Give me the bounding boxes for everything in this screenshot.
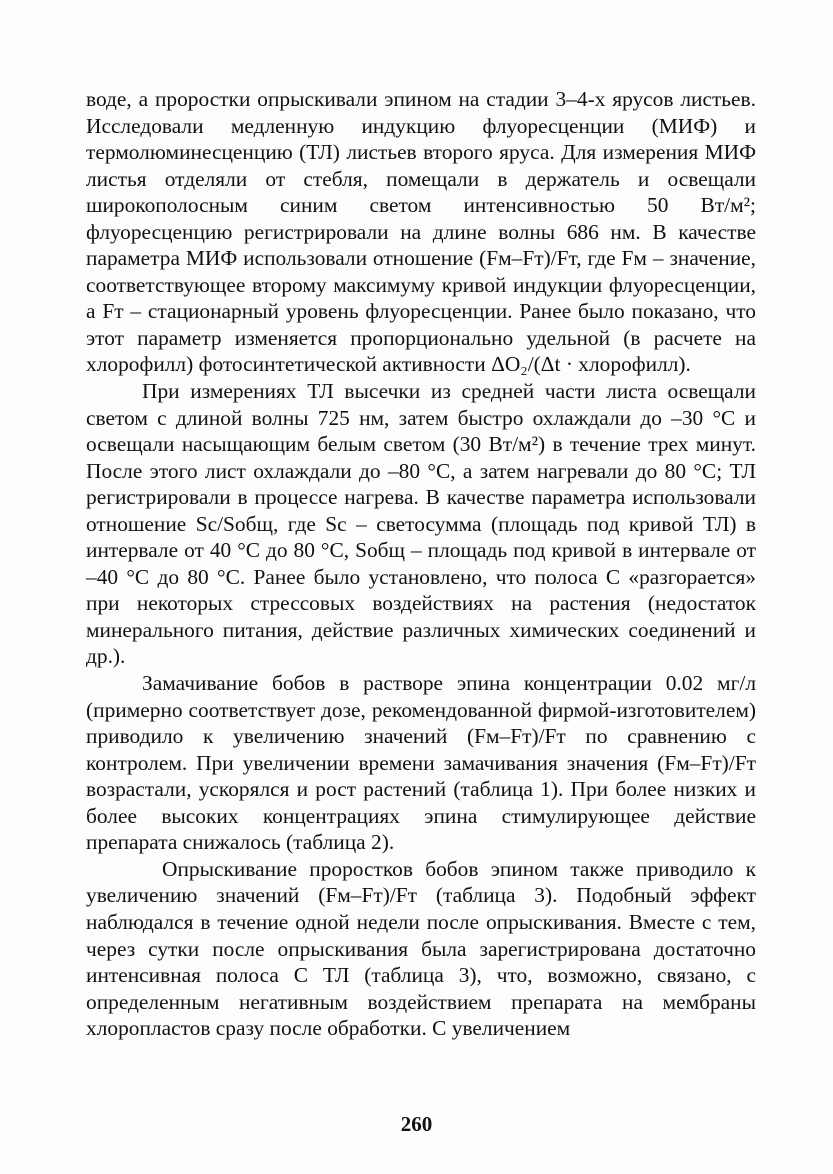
page-number: 260: [400, 1112, 433, 1136]
paragraph-1: воде, а проростки опрыскивали эпином на стадии 3–4-х ярусов листьев. Исследовали медленную индукцию флуоресценции (МИФ) и термолюминесценцию (ТЛ) листьев второго яруса. Для измерения МИФ листья отделяли от стебля, помещали в держатель и освещали широкополосным синим светом интенсивностью 50 Вт/м²; флуоресценцию регистрировали на длине волны 686 нм. В качестве параметра МИФ использовали отношение (Fм–Fт)/Fт, где Fм – значение, соответствующее второму максимуму кривой индукции флуоресценции, а Fт – стационарный уровень флуоресценции. Ранее было показано, что этот параметр изменяется пропорционально удельной (в расчете на хлорофилл) фотосинтетической активности ΔO₂/(Δt · хлорофилл).: [86, 87, 756, 377]
paragraph-3: Замачивание бобов в растворе эпина концентрации 0.02 мг/л (примерно соответствует дозе, рекомендованной фирмой-изготовителем) приводило к увеличению значений (Fм–Fт)/Fт по сравнению с контролем. При увеличении времени замачивания значения (Fм–Fт)/Fт возрастали, ускорялся и рост растений (таблица 1). При более низких и более высоких концентрациях эпина стимулирующее действие препарата снижалось (таблица 2).: [86, 671, 756, 855]
paragraph-4: Опрыскивание проростков бобов эпином также приводило к увеличению значений (Fм–Fт)/Fт (таблица 3). Подобный эффект наблюдался в течение одной недели после опрыскивания. Вместе с тем, через сутки после опрыскивания была зарегистрирована достаточно интенсивная полоса С ТЛ (таблица 3), что, возможно, связано, с определенным негативным воздействием препарата на мембраны хлоропластов сразу после обработки. С увеличением: [86, 856, 756, 1041]
body-text: [86, 86, 756, 1042]
paragraph-2: При измерениях ТЛ высечки из средней части листа освещали светом с длиной волны 725 нм, затем быстро охлаждали до –30 °С и освещали насыщающим белым светом (30 Вт/м²) в течение трех минут. После этого лист охлаждали до –80 °С, а затем нагревали до 80 °С; ТЛ регистрировали в процессе нагрева. В качестве параметра использовали отношение Sc/Sобщ, где Sc – светосумма (площадь под кривой ТЛ) в интервале от 40 °С до 80 °С, Sобщ – площадь под кривой в интервале от –40 °С до 80 °С. Ранее было установлено, что полоса С «разгорается» при некоторых стрессовых воздействиях на растения (недостаток минерального питания, действие различных химических соединений и др.).: [86, 379, 756, 669]
